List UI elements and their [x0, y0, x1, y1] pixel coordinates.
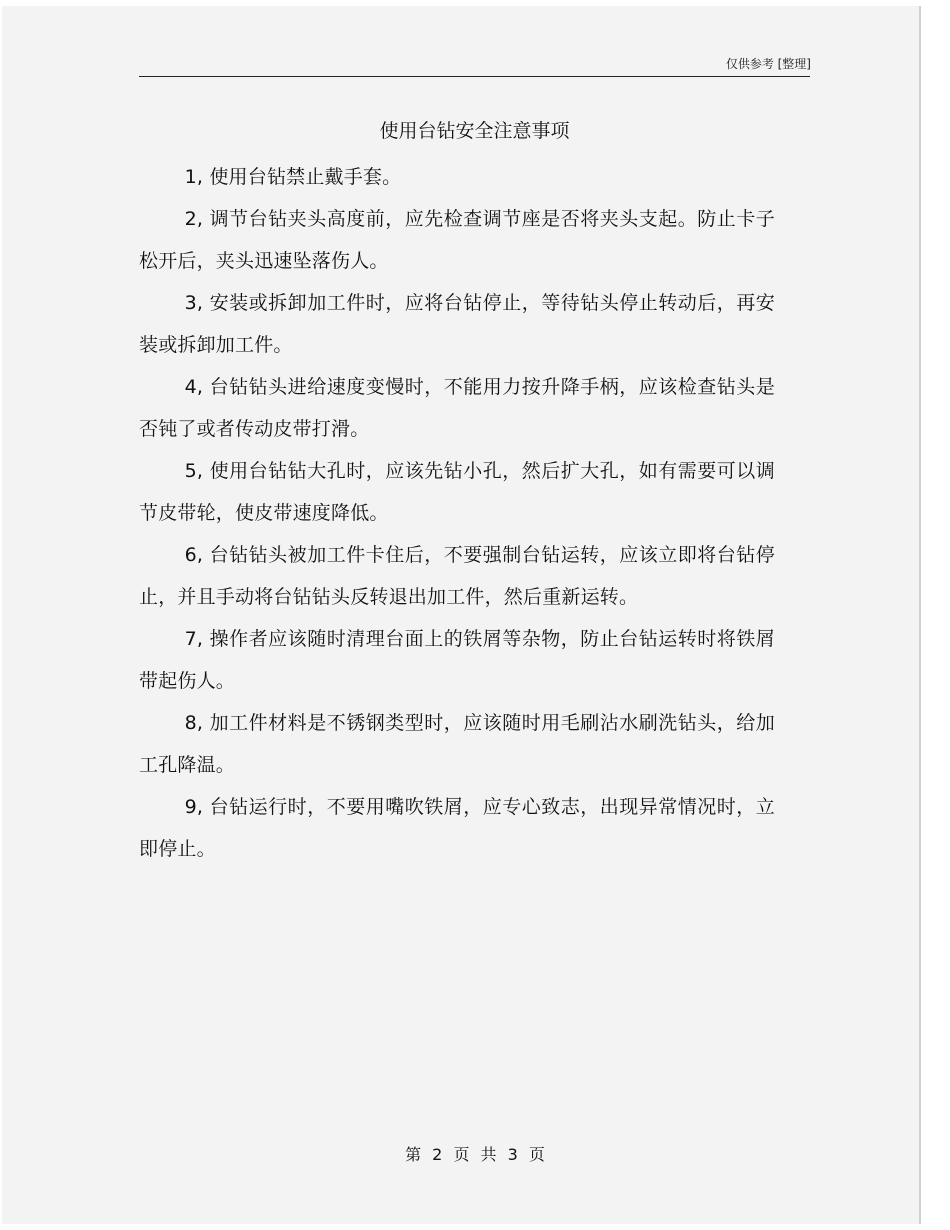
document-body [139, 156, 775, 870]
page-indicator: 第 2 页 共 3 页 [405, 1145, 545, 1164]
paragraph-7: 7, 操作者应该随时清理台面上的铁屑等杂物，防止台钻运转时将铁屑带起伤人。 [139, 628, 775, 692]
document-title: 使用台钻安全注意事项 [379, 120, 570, 142]
header-note: 仅供参考 [整理] [725, 57, 811, 71]
paragraph-3: 3, 安装或拆卸加工件时，应将台钻停止，等待钻头停止转动后，再安装或拆卸加工件。 [139, 292, 775, 356]
paragraph-2: 2, 调节台钻夹头高度前，应先检查调节座是否将夹头支起。防止卡子松开后，夹头迅速坠落伤人。 [139, 208, 775, 272]
paragraph-6: 6, 台钻钻头被加工件卡住后，不要强制台钻运转，应该立即将台钻停止，并且手动将台钻钻头反转退出加工件，然后重新运转。 [139, 544, 775, 608]
paragraph-4: 4, 台钻钻头进给速度变慢时，不能用力按升降手柄，应该检查钻头是否钝了或者传动皮带打滑。 [139, 376, 775, 440]
paragraph-8: 8, 加工件材料是不锈钢类型时，应该随时用毛刷沾水刷洗钻头，给加工孔降温。 [139, 712, 775, 776]
document-page [2, 6, 919, 1224]
header-divider [139, 76, 810, 77]
paragraph-5: 5, 使用台钻钻大孔时，应该先钻小孔，然后扩大孔，如有需要可以调节皮带轮，使皮带速度降低。 [139, 460, 775, 524]
paragraph-9: 9, 台钻运行时，不要用嘴吹铁屑，应专心致志，出现异常情况时，立即停止。 [139, 796, 775, 860]
paragraph-1: 1, 使用台钻禁止戴手套。 [184, 166, 402, 188]
